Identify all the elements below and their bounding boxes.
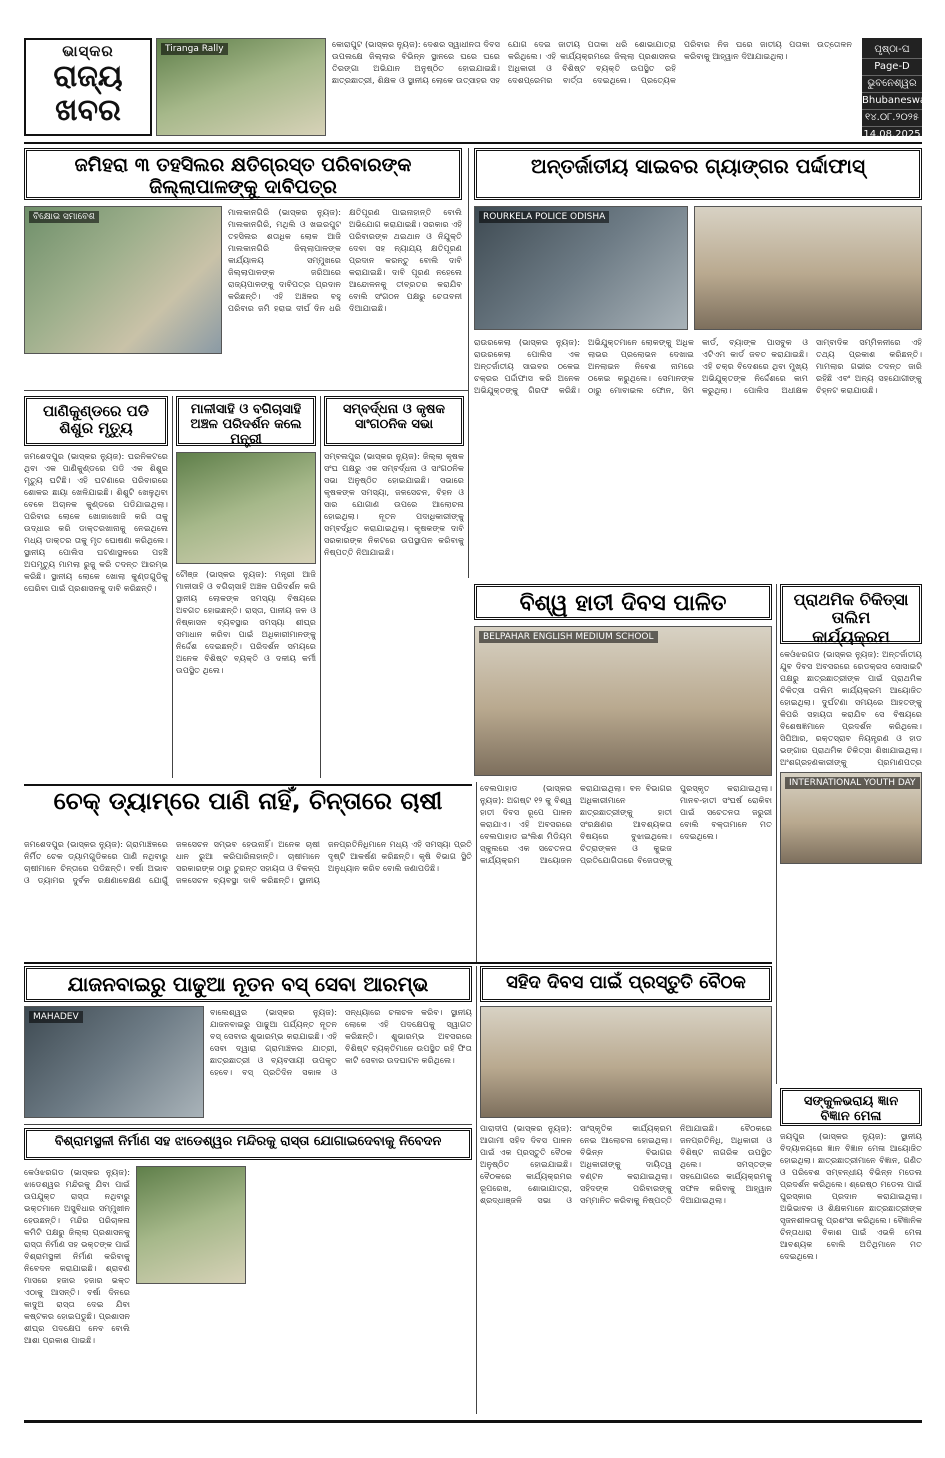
story7-photo-caption: INTERNATIONAL YOUTH DAY <box>785 777 920 789</box>
page-bottom-rule <box>24 1420 922 1423</box>
divider <box>24 962 772 964</box>
story7-headline: ପ୍ରାଥମିକ ଚିକିତ୍ସା ତାଲିମ କାର୍ଯ୍ୟକ୍ରମ <box>780 584 922 644</box>
story9-photo <box>24 1006 204 1118</box>
story1-photo-caption: ବିକ୍ଷୋଭ ସମାବେଶ <box>29 211 99 223</box>
story10-body: ପାରାଦୀପ (ଭାସ୍କର ନ୍ୟୁଜ): ଆଗାମୀ ସହିଦ ଦିବସ ପାଳନ ପାଇଁ ଏକ ପ୍ରସ୍ତୁତି ବୈଠକ ଅନୁଷ୍ଠିତ ହୋଇଯାଇଛି। ବୈଠକରେ କାର୍ଯ୍ୟକ୍ରମର ରୂପରେଖ, ଶୋଭାଯାତ୍ରା, ଶ୍ରଦ୍ଧାଞ୍ଜଳି ସଭା ଓ ସାଂସ୍କୃତିକ କାର୍ଯ୍ୟକ୍ରମ ନେଇ ଆଲୋଚନା ହୋଇଥିଲା। ବିଭିନ୍ନ ବିଭାଗର ଅଧିକାରୀଙ୍କୁ ଦାୟିତ୍ୱ ବଣ୍ଟନ କରାଯାଇଥିଲା। ସହିଦଙ୍କ ପରିବାରଙ୍କୁ ସମ୍ମାନିତ କରିବାକୁ ନିଷ୍ପତ୍ତି ନିଆଯାଇଛି। ବୈଠକରେ ଜନପ୍ରତିନିଧି, ଅଧିକାରୀ ଓ ବିଶିଷ୍ଟ ନାଗରିକ ଉପସ୍ଥିତ ଥିଲେ। ସମସ୍ତଙ୍କ ସହଯୋଗରେ କାର୍ଯ୍ୟକ୍ରମକୁ ସଫଳ କରିବାକୁ ଆହ୍ୱାନ ଦିଆଯାଇଥିଲା। <box>480 1123 772 1205</box>
divider <box>476 966 477 1414</box>
story2-photo-caption: ROURKELA POLICE ODISHA <box>479 211 609 223</box>
story8-headline: ଚେକ୍ ଡ୍ୟାମ୍‌ରେ ପାଣି ନାହିଁ, ଚିନ୍ତାରେ ଚାଷୀ <box>53 787 443 815</box>
story10-photo <box>480 1006 772 1118</box>
divider <box>468 148 469 578</box>
divider <box>320 396 321 778</box>
city-en: Bhubaneswar <box>862 93 922 110</box>
story12-headline: ବିଶ୍ରାମସ୍ଥଳୀ ନିର୍ମାଣ ସହ ଝାଡେଶ୍ୱର ମନ୍ଦିରକୁ ରାସ୍ତା ଯୋଗାଇଦେବାକୁ ନିବେଦନ <box>24 1128 472 1160</box>
story11-body: ଜୟପୁର (ଭାସ୍କର ନ୍ୟୁଜ): ସ୍ଥାନୀୟ ବିଦ୍ୟାଳୟରେ ଜ୍ଞାନ ବିଜ୍ଞାନ ମେଳା ଆୟୋଜିତ ହୋଇଥିଲା। ଛାତ୍ରଛାତ୍ରୀମାନେ ବିଜ୍ଞାନ, ଗଣିତ ଓ ପରିବେଶ ସମ୍ବନ୍ଧୀୟ ବିଭିନ୍ନ ମଡେଲ ପ୍ରଦର୍ଶନ କରିଥିଲେ। ଶ୍ରେଷ୍ଠ ମଡେଲ ପାଇଁ ପୁରସ୍କାର ପ୍ରଦାନ କରାଯାଇଥିଲା। ଅଭିଭାବକ ଓ ଶିକ୍ଷକମାନେ ଛାତ୍ରଛାତ୍ରୀଙ୍କ ସୃଜନଶୀଳତାକୁ ପ୍ରଶଂସା କରିଥିଲେ। ବୈଜ୍ଞାନିକ ଚିନ୍ତାଧାରା ବିକାଶ ପାଇଁ ଏଭଳି ମେଳା ଆବଶ୍ୟକ ବୋଲି ଅତିଥିମାନେ ମତ ଦେଇଥିଲେ। <box>780 1131 922 1261</box>
page-label-or: ପୃଷ୍ଠା-ଘ <box>862 42 922 59</box>
top-strip-photo-caption: Tiranga Rally <box>161 43 228 55</box>
masthead-logo <box>24 38 152 136</box>
story12-photo <box>136 1166 246 1284</box>
story1-headline: ଜମିହରା ୩ ତହସିଲର କ୍ଷତିଗ୍ରସ୍ତ ପରିବାରଙ୍କ ଜିଲ୍ଲାପାଳଙ୍କୁ ଦାବିପତ୍ର <box>24 148 462 200</box>
story9-photo-caption: MAHADEV <box>29 1011 83 1023</box>
top-strip-article: କୋରାପୁଟ (ଭାସ୍କର ନ୍ୟୁଜ): ଦେଶର ସ୍ୱାଧୀନତା ଦିବସ ଉପଲକ୍ଷେ ଜିଲ୍ଲାର ବିଭିନ୍ନ ସ୍ଥାନରେ ଘରେ ଘରେ ତିରଙ୍ଗା ଅଭିଯାନ ଅନୁଷ୍ଠିତ ହୋଇଯାଇଛି। ଛାତ୍ରଛାତ୍ରୀ, ଶିକ୍ଷକ ଓ ସ୍ଥାନୀୟ ଲୋକେ ଉତ୍ସାହର ସହ ଯୋଗ ଦେଇ ଜାତୀୟ ପତାକା ଧରି ଶୋଭାଯାତ୍ରା କରିଥିଲେ। ଏହି କାର୍ଯ୍ୟକ୍ରମରେ ଜିଲ୍ଲା ପ୍ରଶାସନର ଅଧିକାରୀ ଓ ବିଶିଷ୍ଟ ବ୍ୟକ୍ତି ଉପସ୍ଥିତ ରହି ଦେଶପ୍ରେମର ବାର୍ତ୍ତା ଦେଇଥିଲେ। ପ୍ରତ୍ୟେକ ପରିବାର ନିଜ ଘରେ ଜାତୀୟ ପତାକା ଉତ୍ତୋଳନ କରିବାକୁ ଆହ୍ୱାନ ଦିଆଯାଇଥିଲା। <box>332 39 852 85</box>
story2-photo-police <box>474 206 688 330</box>
divider <box>476 782 477 962</box>
story10-headline: ସହିଦ ଦିବସ ପାଇଁ ପ୍ରସ୍ତୁତି ବୈଠକ <box>480 966 772 1002</box>
story2-body: ରାଉରକେଲା (ଭାସ୍କର ନ୍ୟୁଜ): ରାଉରକେଲା ପୋଲିସ ଏକ ଅନ୍ତର୍ଜାତୀୟ ସାଇବର ଠକେଇ ଚକ୍ରର ପର୍ଦ୍ଦାଫାସ କରି ଅନେକ ଅଭିଯୁକ୍ତଙ୍କୁ ଗିରଫ କରିଛି। ଅଭିଯୁକ୍ତମାନେ ଲୋକଙ୍କୁ ଅଧିକ ଲାଭର ପ୍ରଲୋଭନ ଦେଖାଇ ଅନଲାଇନ ନିବେଶ ନାମରେ ଠକେଇ କରୁଥିଲେ। ସେମାନଙ୍କ ଠାରୁ ମୋବାଇଲ ଫୋନ, ସିମ କାର୍ଡ, ବ୍ୟାଙ୍କ ପାସବୁକ ଓ ଏଟିଏମ କାର୍ଡ ଜବତ କରାଯାଇଛି। ଏହି ଚକ୍ର ବିଦେଶରେ ଥିବା ମୁଖ୍ୟ ଅଭିଯୁକ୍ତଙ୍କ ନିର୍ଦ୍ଦେଶରେ କାମ କରୁଥିଲା। ପୋଲିସ ଅଧୀକ୍ଷକ ସାମ୍ବାଦିକ ସମ୍ମିଳନୀରେ ଏହି ତଥ୍ୟ ପ୍ରକାଶ କରିଛନ୍ତି। ମାମଲାର ଗଭୀର ତଦନ୍ତ ଜାରି ରହିଛି ଏବଂ ଅନ୍ୟ ସହଯୋଗୀଙ୍କୁ ଚିହ୍ନଟ କରାଯାଉଛି। <box>474 337 922 395</box>
story3-body: ଜମଶେଦପୁର (ଭାସ୍କର ନ୍ୟୁଜ): ଘରନିକଟରେ ଥିବା ଏକ ପାଣିକୁଣ୍ଡରେ ପଡି ଏକ ଶିଶୁର ମୃତ୍ୟୁ ଘଟିଛି। ଏହି ଘଟଣାରେ ପରିବାରରେ ଶୋକର ଛାୟା ଖେଳିଯାଇଛି। ଶିଶୁଟି ଖେଳୁଥିବା ବେଳେ ଅଚାନକ କୁଣ୍ଡରେ ପଡିଯାଇଥିଲା। ପରିବାର ଲୋକେ ଖୋଜାଖୋଜି କରି ତାକୁ ଉଦ୍ଧାର କରି ଡାକ୍ତରଖାନାକୁ ନେଇଥିଲେ ମଧ୍ୟ ଡାକ୍ତର ତାକୁ ମୃତ ଘୋଷଣା କରିଥିଲେ। ସ୍ଥାନୀୟ ପୋଲିସ ଘଟଣାସ୍ଥଳରେ ପହଞ୍ଚି ଅପମୃତ୍ୟୁ ମାମଲା ରୁଜୁ କରି ତଦନ୍ତ ଆରମ୍ଭ କରିଛି। ସ୍ଥାନୀୟ ଲୋକେ ଖୋଲା କୁଣ୍ଡଗୁଡିକୁ ଘେରିବା ପାଇଁ ପ୍ରଶାସନକୁ ଦାବି କରିଛନ୍ତି। <box>24 451 168 593</box>
story7-photo <box>780 772 922 864</box>
divider <box>24 390 468 391</box>
story4-body: ଟୌଞ୍ଜ (ଭାସ୍କର ନ୍ୟୁଜ): ମନ୍ତ୍ରୀ ଆଜି ମାଳୀସାହି ଓ ବଗିଚାସାହି ଅଞ୍ଚଳ ପରିଦର୍ଶନ କରି ସ୍ଥାନୀୟ ଲୋକଙ୍କ ସମସ୍ୟା ବିଷୟରେ ଅବଗତ ହୋଇଛନ୍ତି। ରାସ୍ତା, ପାନୀୟ ଜଳ ଓ ନିଷ୍କାସନ ବ୍ୟବସ୍ଥାର ସମସ୍ୟା ଶୀଘ୍ର ସମାଧାନ କରିବା ପାଇଁ ଅଧିକାରୀମାନଙ୍କୁ ନିର୍ଦ୍ଦେଶ ଦେଇଛନ୍ତି। ପରିଦର୍ଶନ ସମୟରେ ଅନେକ ବିଶିଷ୍ଟ ବ୍ୟକ୍ତି ଓ ଦଳୀୟ କର୍ମୀ ଉପସ୍ଥିତ ଥିଲେ। <box>176 569 316 675</box>
story3-headline: ପାଣିକୁଣ୍ଡରେ ପଡି ଶିଶୁର ମୃତ୍ୟୁ <box>24 396 168 446</box>
story6-body: ବେଲପାହାଡ (ଭାସ୍କର ନ୍ୟୁଜ): ଅଗଷ୍ଟ ୧୨ କୁ ବିଶ୍ୱ ହାତୀ ଦିବସ ରୂପେ ପାଳନ କରାଯାଏ। ଏହି ଅବସରରେ ବେଲପାହାଡ ଇଂଲିଶ ମିଡିୟମ ସ୍କୁଲରେ ଏକ ସଚେତନତା କାର୍ଯ୍ୟକ୍ରମ ଆୟୋଜନ କରାଯାଇଥିଲା। ବନ ବିଭାଗର ଅଧିକାରୀମାନେ ଛାତ୍ରଛାତ୍ରୀଙ୍କୁ ହାତୀ ସଂରକ୍ଷଣର ଆବଶ୍ୟକତା ବିଷୟରେ ବୁଝାଇଥିଲେ। ଚିତ୍ରାଙ୍କନ ଓ କୁଇଜ ପ୍ରତିଯୋଗିତାରେ ବିଜେତାଙ୍କୁ ପୁରସ୍କୃତ କରାଯାଇଥିଲା। ମାନବ-ହାତୀ ସଂଘର୍ଷ ରୋକିବା ପାଇଁ ସଚେତନତା ଜରୁରୀ ବୋଲି ବକ୍ତାମାନେ ମତ ଦେଇଥିଲେ। <box>480 783 772 865</box>
divider <box>172 396 173 778</box>
city-or: ଭୁବନେଶ୍ୱର <box>862 76 922 93</box>
date-or: ୧୪.୦୮.୨୦୨୫ <box>862 110 922 127</box>
story2-photo-evidence <box>694 206 922 330</box>
story6-photo-caption: BELPAHAR ENGLISH MEDIUM SCHOOL <box>479 631 658 643</box>
story7-body: କେଓଁଝରଗଡ (ଭାସ୍କର ନ୍ୟୁଜ): ଅନ୍ତର୍ଜାତୀୟ ଯୁବ ଦିବସ ଅବସରରେ ରେଡକ୍ରସ ସୋସାଇଟି ପକ୍ଷରୁ ଛାତ୍ରଛାତ୍ରୀଙ୍କ ପାଇଁ ପ୍ରାଥମିକ ଚିକିତ୍ସା ତାଲିମ କାର୍ଯ୍ୟକ୍ରମ ଆୟୋଜିତ ହୋଇଥିଲା। ଦୁର୍ଘଟଣା ସମୟରେ ଆହତଙ୍କୁ କିପରି ସହାୟତା କରାଯିବ ସେ ବିଷୟରେ ବିଶେଷଜ୍ଞମାନେ ପ୍ରଦର୍ଶନ କରିଥିଲେ। ସିପିଆର, ରକ୍ତସ୍ରାବ ନିୟନ୍ତ୍ରଣ ଓ ହାଡ ଭଙ୍ଗାର ପ୍ରାଥମିକ ଚିକିତ୍ସା ଶିଖାଯାଇଥିଲା। ଅଂଶଗ୍ରହଣକାରୀଙ୍କୁ ପ୍ରମାଣପତ୍ର <box>780 649 922 767</box>
divider <box>776 584 777 1084</box>
top-strip-photo <box>156 38 326 136</box>
divider <box>24 784 472 786</box>
story5-body: ସମ୍ବଲପୁର (ଭାସ୍କର ନ୍ୟୁଜ): ଜିଲ୍ଲା କୃଷକ ସଂଘ ପକ୍ଷରୁ ଏକ ସମ୍ବର୍ଦ୍ଧନା ଓ ସାଂଗଠନିକ ସଭା ଅନୁଷ୍ଠିତ ହୋଇଯାଇଛି। ସଭାରେ କୃଷକଙ୍କ ସମସ୍ୟା, ଜଳସେଚନ, ବିହନ ଓ ସାର ଯୋଗାଣ ଉପରେ ଆଲୋଚନା ହୋଇଥିଲା। ନୂତନ ପଦାଧିକାରୀଙ୍କୁ ସମ୍ବର୍ଦ୍ଧିତ କରାଯାଇଥିଲା। କୃଷକଙ୍କ ଦାବି ସରକାରଙ୍କ ନିକଟରେ ଉପସ୍ଥାପନ କରିବାକୁ ନିଷ୍ପତ୍ତି ନିଆଯାଇଛି। <box>324 451 464 557</box>
story9-body: ବାଲେଶ୍ୱର (ଭାସ୍କର ନ୍ୟୁଜ): ଯାଜନବାଇରୁ ପାଢୁଆ ପର୍ଯ୍ୟନ୍ତ ନୂତନ ବସ୍ ସେବାର ଶୁଭାରମ୍ଭ କରାଯାଇଛି। ଏହି ସେବା ଦ୍ୱାରା ଗ୍ରାମାଞ୍ଚଳର ଯାତ୍ରୀ, ଛାତ୍ରଛାତ୍ରୀ ଓ ବ୍ୟବସାୟୀ ଉପକୃତ ହେବେ। ବସ୍ ପ୍ରତିଦିନ ସକାଳ ଓ ସନ୍ଧ୍ୟାରେ ଚଳାଚଳ କରିବ। ସ୍ଥାନୀୟ ଲୋକେ ଏହି ପଦକ୍ଷେପକୁ ସ୍ୱାଗତ କରିଛନ୍ତି। ଶୁଭାରମ୍ଭ ଅବସରରେ ବିଶିଷ୍ଟ ବ୍ୟକ୍ତିମାନେ ଉପସ୍ଥିତ ରହି ଫିତା କାଟି ସେବାର ଉଦଘାଟନ କରିଥିଲେ। <box>210 1007 472 1077</box>
story1-photo <box>24 206 222 354</box>
story6-photo <box>474 626 772 776</box>
story6-headline: ବିଶ୍ୱ ହାତୀ ଦିବସ ପାଳିତ <box>474 584 772 620</box>
divider <box>24 1124 472 1125</box>
story11-headline: ସଙ୍କୁଳଭରାୟ ଜ୍ଞାନ ବିଜ୍ଞାନ ମେଳା <box>780 1088 922 1126</box>
page-label-en: Page-D <box>862 59 922 76</box>
story2-headline: ଅନ୍ତର୍ଜାତୀୟ ସାଇବର ଗ୍ୟାଙ୍ଗର ପର୍ଦ୍ଦାଫାସ୍ <box>474 148 922 200</box>
story5-headline: ସମ୍ବର୍ଦ୍ଧନା ଓ କୃଷକ ସାଂଗଠନିକ ସଭା <box>324 396 464 446</box>
divider <box>24 142 922 144</box>
date-box <box>862 38 931 140</box>
story9-headline: ଯାଜନବାଇରୁ ପାଢୁଆ ନୂତନ ବସ୍ ସେବା ଆରମ୍ଭ <box>24 966 472 1002</box>
section-title-line1: ରାଜ୍ୟ <box>53 59 123 94</box>
newspaper-page <box>24 38 931 1418</box>
story1-body: ମାଲକାନଗିରି (ଭାସ୍କର ନ୍ୟୁଜ): ମାଲକାନଗିରି, ମଥିଲି ଓ ଖଇରପୁଟ ତହସିଲର ଶତାଧିକ ଲୋକ ଆଜି ମାଲକାନଗିରି ଜିଲ୍ଲାପାଳଙ୍କ କାର୍ଯ୍ୟାଳୟ ସମ୍ମୁଖରେ ଜିଲ୍ଲାପାଳଙ୍କ ଜରିଆରେ ରାଜ୍ୟପାଳଙ୍କୁ ଦାବିପତ୍ର ପ୍ରଦାନ କରିଛନ୍ତି। ଏହି ଅଞ୍ଚଳର ବହୁ ପରିବାର ଜମି ହରାଇ ଦୀର୍ଘ ଦିନ ଧରି କ୍ଷତିପୂରଣ ପାଇନାହାନ୍ତି ବୋଲି ଅଭିଯୋଗ କରାଯାଇଛି। ସରକାର ଏହି ପରିବାରଙ୍କ ଥଇଥାନ ଓ ନିଯୁକ୍ତି ଦେବା ସହ ନ୍ୟାଯ୍ୟ କ୍ଷତିପୂରଣ ପ୍ରଦାନ କରନ୍ତୁ ବୋଲି ଦାବି କରାଯାଇଛି। ଦାବି ପୂରଣ ନହେଲେ ଆନ୍ଦୋଳନକୁ ତୀବ୍ରତର କରାଯିବ ବୋଲି ସଂଗଠନ ପକ୍ଷରୁ ଚେତାବନୀ ଦିଆଯାଇଛି। <box>228 207 462 313</box>
story12-body: କେଓଁଝରଗଡ (ଭାସ୍କର ନ୍ୟୁଜ): ଝାଡେଶ୍ୱର ମନ୍ଦିରକୁ ଯିବା ପାଇଁ ଉପଯୁକ୍ତ ରାସ୍ତା ନଥିବାରୁ ଭକ୍ତମାନେ ଅସୁବିଧାର ସମ୍ମୁଖୀନ ହେଉଛନ୍ତି। ମନ୍ଦିର ପରିଚାଳନା କମିଟି ପକ୍ଷରୁ ଜିଲ୍ଲା ପ୍ରଶାସନକୁ ରାସ୍ତା ନିର୍ମାଣ ସହ ଭକ୍ତଙ୍କ ପାଇଁ ବିଶ୍ରାମସ୍ଥଳୀ ନିର୍ମାଣ କରିବାକୁ ନିବେଦନ କରାଯାଇଛି। ଶ୍ରାବଣ ମାସରେ ହଜାର ହଜାର ଭକ୍ତ ଏଠାକୁ ଆସନ୍ତି। ବର୍ଷା ଦିନରେ କାଦୁଅ ରାସ୍ତା ଦେଇ ଯିବା କଷ୍ଟକର ହୋଇପଡୁଛି। ପ୍ରଶାସନ ଶୀଘ୍ର ପଦକ୍ଷେପ ନେବ ବୋଲି ଆଶା ପ୍ରକାଶ ପାଇଛି। <box>24 1167 130 1345</box>
story4-headline: ମାଳୀସାହି ଓ ବଗିଚାସାହି ଅଞ୍ଚଳ ପରିଦର୍ଶନ କଲେ ମନ୍ତ୍ରୀ <box>176 396 316 446</box>
story8-body: ଜମଶେଦପୁର (ଭାସ୍କର ନ୍ୟୁଜ): ଗ୍ରାମାଞ୍ଚଳରେ ନିର୍ମିତ ଚେକ ଡ୍ୟାମଗୁଡିକରେ ପାଣି ନଥିବାରୁ ଚାଷୀମାନେ ଚିନ୍ତାରେ ପଡିଛନ୍ତି। ବର୍ଷା ଅଭାବ ଓ ଡ୍ୟାମର ଦୁର୍ବଳ ରକ୍ଷଣାବେକ୍ଷଣ ଯୋଗୁଁ ଜଳସେଚନ ସମ୍ଭବ ହେଉନାହିଁ। ଅନେକ ଚାଷୀ ଧାନ ରୁଆ କରିପାରିନାହାନ୍ତି। ଚାଷୀମାନେ ସରକାରଙ୍କ ଠାରୁ ତୁରନ୍ତ ସହାୟତା ଓ ବିକଳ୍ପ ଜଳସେଚନ ବ୍ୟବସ୍ଥା ଦାବି କରିଛନ୍ତି। ସ୍ଥାନୀୟ ଜନପ୍ରତିନିଧିମାନେ ମଧ୍ୟ ଏହି ସମସ୍ୟା ପ୍ରତି ଦୃଷ୍ଟି ଆକର୍ଷଣ କରିଛନ୍ତି। କୃଷି ବିଭାଗ ସ୍ଥିତି ଅନୁଧ୍ୟାନ କରିବ ବୋଲି ଜଣାପଡିଛି। <box>24 839 472 885</box>
date-en: 14.08.2025 <box>862 127 922 144</box>
brand-name: ଭାସ୍କର <box>62 42 114 60</box>
section-title-line2: ଖବର <box>55 93 121 128</box>
story4-photo <box>176 452 316 564</box>
